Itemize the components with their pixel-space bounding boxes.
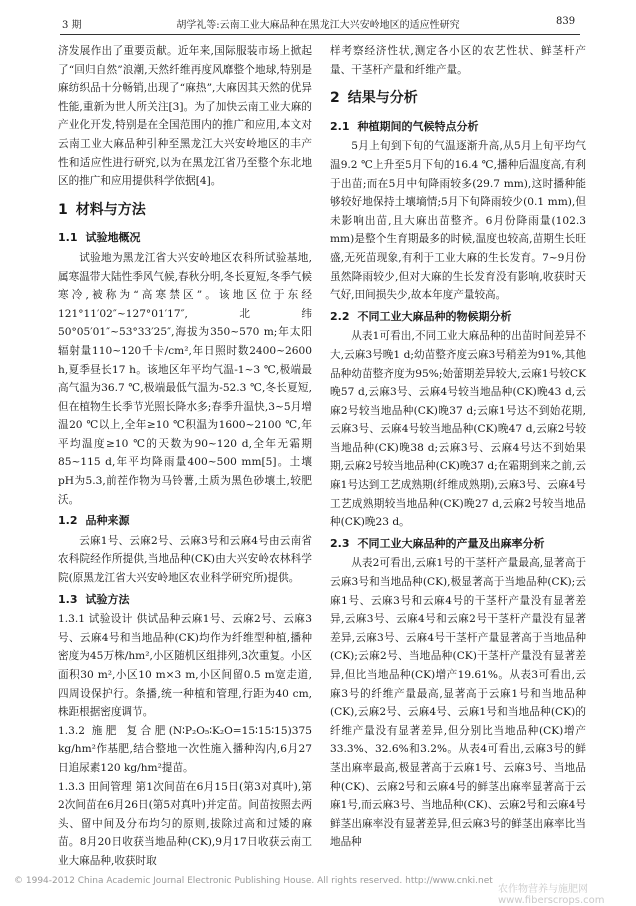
section-1-number: 1 [58,201,68,218]
left-column [58,42,312,871]
copyright-footer: © 1994-2012 China Academic Journal Electronic Publishing House. All rights reserved. http://www.cnki.net [14,876,493,886]
section-2-3-heading [330,535,586,554]
section-1-heading [58,201,312,220]
section-1-3-number: 1.3 [58,592,78,606]
page-header [0,0,636,36]
section-1-2-title: 品种来源 [85,514,130,528]
section-2-1-number: 2.1 [330,119,350,133]
section-2-heading [330,89,586,108]
section-2-title: 结果与分析 [347,90,418,107]
section-1-1-title: 试验地概况 [85,231,141,245]
section-2-2-heading [330,308,586,327]
header-rule [60,34,580,35]
continued-paragraph: 样考察经济性状,测定各小区的农艺性状、鲜茎杆产量、干茎杆产量和纤维产量。 [330,45,586,76]
section-2-number: 2 [330,90,340,107]
section-1-1-number: 1.1 [58,231,78,245]
issue-number: 3 期 [62,20,82,31]
section-1-title: 材料与方法 [75,201,146,218]
section-1-3-heading [58,591,312,610]
section-1-3-2-body: 1.3.2 施肥 复合肥(N∶P₂O₅∶K₂O=15∶15∶15)375 kg/hm²作基肥,结合整地一次性施入播种沟内,6月27日追尿素120 kg/hm²提苗。 [58,724,312,774]
section-1-1-heading [58,229,312,248]
section-1-3-1-body: 1.3.1 试验设计 供试品种云麻1号、云麻2号、云麻3号、云麻4号和当地品种(CK)均作为纤维型种植,播种密度为45万株/hm²,小区随机区组排列,3次重复。小区面积30 m²,小区10 m×3 m,小区间留0.5 m宽走道,四周设保护行。条播,统一种植和管理,行距为40 cm,株距根据密度调节。 [58,613,312,719]
section-2-1-heading [330,118,586,137]
section-2-3-title: 不同工业大麻品种的产量及出麻率分析 [357,536,545,550]
section-1-2-body: 云麻1号、云麻2号、云麻3号和云麻4号由云南省农科院经作所提供,当地品种(CK)由大兴安岭农林科学院(原黑龙江省大兴安岭地区农业科学研究所)提供。 [58,534,312,585]
section-2-2-body: 从表1可看出,不同工业大麻品种的出苗时间差异不大,云麻3号晚1 d;幼苗整齐度云麻3号稍差为91%,其他品种幼苗整齐度为95%;始蕾期差异较大,云麻1号较CK晚57 d,云麻3号、云麻4号较当地品种(CK)晚43 d,云麻2号较当地品种(CK)晚37 d;云麻1号达不到始花期,云麻3号、云麻4号较当地品种(CK)晚47 d,云麻2号较当地品种(CK)晚38 d;云麻3号、云麻4号达不到始果期,云麻2号较当地品种(CK)晚37 d;在霜期到来之前,云麻1号达到工艺成熟期(纤维成熟期),云麻3号、云麻4号工艺成熟期较当地品种(CK)晚27 d,云麻2号较当地品种(CK)晚23 d。 [330,330,586,529]
section-2-3-number: 2.3 [330,536,350,550]
section-1-1-body: 试验地为黑龙江省大兴安岭地区农科所试验基地,属寒温带大陆性季风气候,春秋分明,冬长夏短,冬季气候寒冷,被称为“高寒禁区”。该地区位于东经121°11′02″~127°01′17″,北纬50°05′01″~53°33′25″,海拔为350~570 m;年太阳辐射量110~120千卡/cm²,年日照时数2400~2600 h,夏季昼长17 h。该地区年平均气温-1~3 ℃,极端最高气温为36.7 ℃,极端最低气温为-52.3 ℃,冬长夏短,但在植物生长季节光照长降水多;春季升温快,3~5月增温20 ℃以上,全年≥10 ℃积温为1600~2100 ℃,年平均温度≥10 ℃的天数为90~120 d,全年无霜期85~115 d,年平均降雨量400~500 mm[5]。土壤pH为5.3,前茬作物为马铃薯,土质为黑色砂壤土,较肥沃。 [58,251,312,506]
site-watermark: 农作物营养与施肥网 www.fiberscrops.com [498,884,605,906]
intro-paragraph: 济发展作出了重要贡献。近年来,国际服装市场上掀起了“回归自然”浪潮,天然纤维再度风靡整个地球,特别是麻纺织品十分畅销,出现了“麻热”,大麻因其天然的优异性能,重新为世人所关注[3]。为了加快云南工业大麻的产业化开发,特别是在全国范围内的推广和应用,本文对云南工业大麻品种引种至黑龙江大兴安岭地区的丰产性和适应性进行研究,以为在黑龙江省乃至整个东北地区的推广和应用提供科学依据[4]。 [58,45,312,188]
section-1-3-title: 试验方法 [85,592,130,606]
section-2-1-title: 种植期间的气候特点分析 [357,119,479,133]
section-1-2-heading [58,512,312,531]
section-2-1-body: 5月上旬到下旬的气温逐渐升高,从5月上旬平均气温9.2 ℃上升至5月下旬的16.4 ℃,播种后温度高,有利于出苗;而在5月中旬降雨较多(29.7 mm),这时播种能够较好地保持土壤墒情;5月下旬降雨较少(0.1 mm),但未影响出苗,且大麻出苗整齐。6月份降雨量(102.3 mm)是整个生育期最多的时候,温度也较高,苗期生长旺盛,无死苗现象,有利于工业大麻的生长发育。7~9月份虽然降雨较少,但对大麻的生长发育没有影响,收获时天气好,田间损失少,故本年度产量较高。 [330,140,586,302]
section-1-3-3-body: 1.3.3 田间管理 第1次间苗在6月15日(第3对真叶),第2次间苗在6月26日(第5对真叶)并定苗。间苗按照去两头、留中间及分布均匀的原则,拔除过高和过矮的麻苗。8月20日收获当地品种(CK),9月17日收获云南工业大麻品种,收获时取 [58,780,312,867]
section-2-2-number: 2.2 [330,309,350,323]
right-column [330,42,586,852]
section-1-2-number: 1.2 [58,514,78,528]
running-title: 胡学礼等:云南工业大麻品种在黑龙江大兴安岭地区的适应性研究 [176,20,460,31]
section-2-3-body: 从表2可看出,云麻1号的干茎杆产量最高,显著高于云麻3号和当地品种(CK),极显著高于当地品种(CK);云麻1号、云麻3号和云麻4号的干茎杆产量没有显著差异,云麻3号、云麻4号和云麻2号干茎杆产量没有显著差异,云麻3号、云麻4号干茎杆产量显著高于当地品种(CK);云麻2号、当地品种(CK)干茎杆产量没有显著差异,但比当地品种(CK)增产19.61%。从表3可看出,云麻3号的纤维产量最高,显著高于云麻1号和当地品种(CK),云麻2号、云麻4号、云麻1号和当地品种(CK)的纤维产量没有显著差异,但分别比当地品种(CK)增产33.3%、32.6%和3.2%。从表4可看出,云麻3号的鲜茎出麻率最高,极显著高于云麻1号、云麻3号、当地品种(CK)、云麻2号和云麻4号的鲜茎出麻率显著高于云麻1号,而云麻3号、当地品种(CK)、云麻2号和云麻4号鲜茎出麻率没有显著差异,但云麻3号的鲜茎出麻率比当地品种 [330,557,586,849]
section-2-2-title: 不同工业大麻品种的物候期分析 [357,309,512,323]
page-number: 839 [556,16,576,27]
